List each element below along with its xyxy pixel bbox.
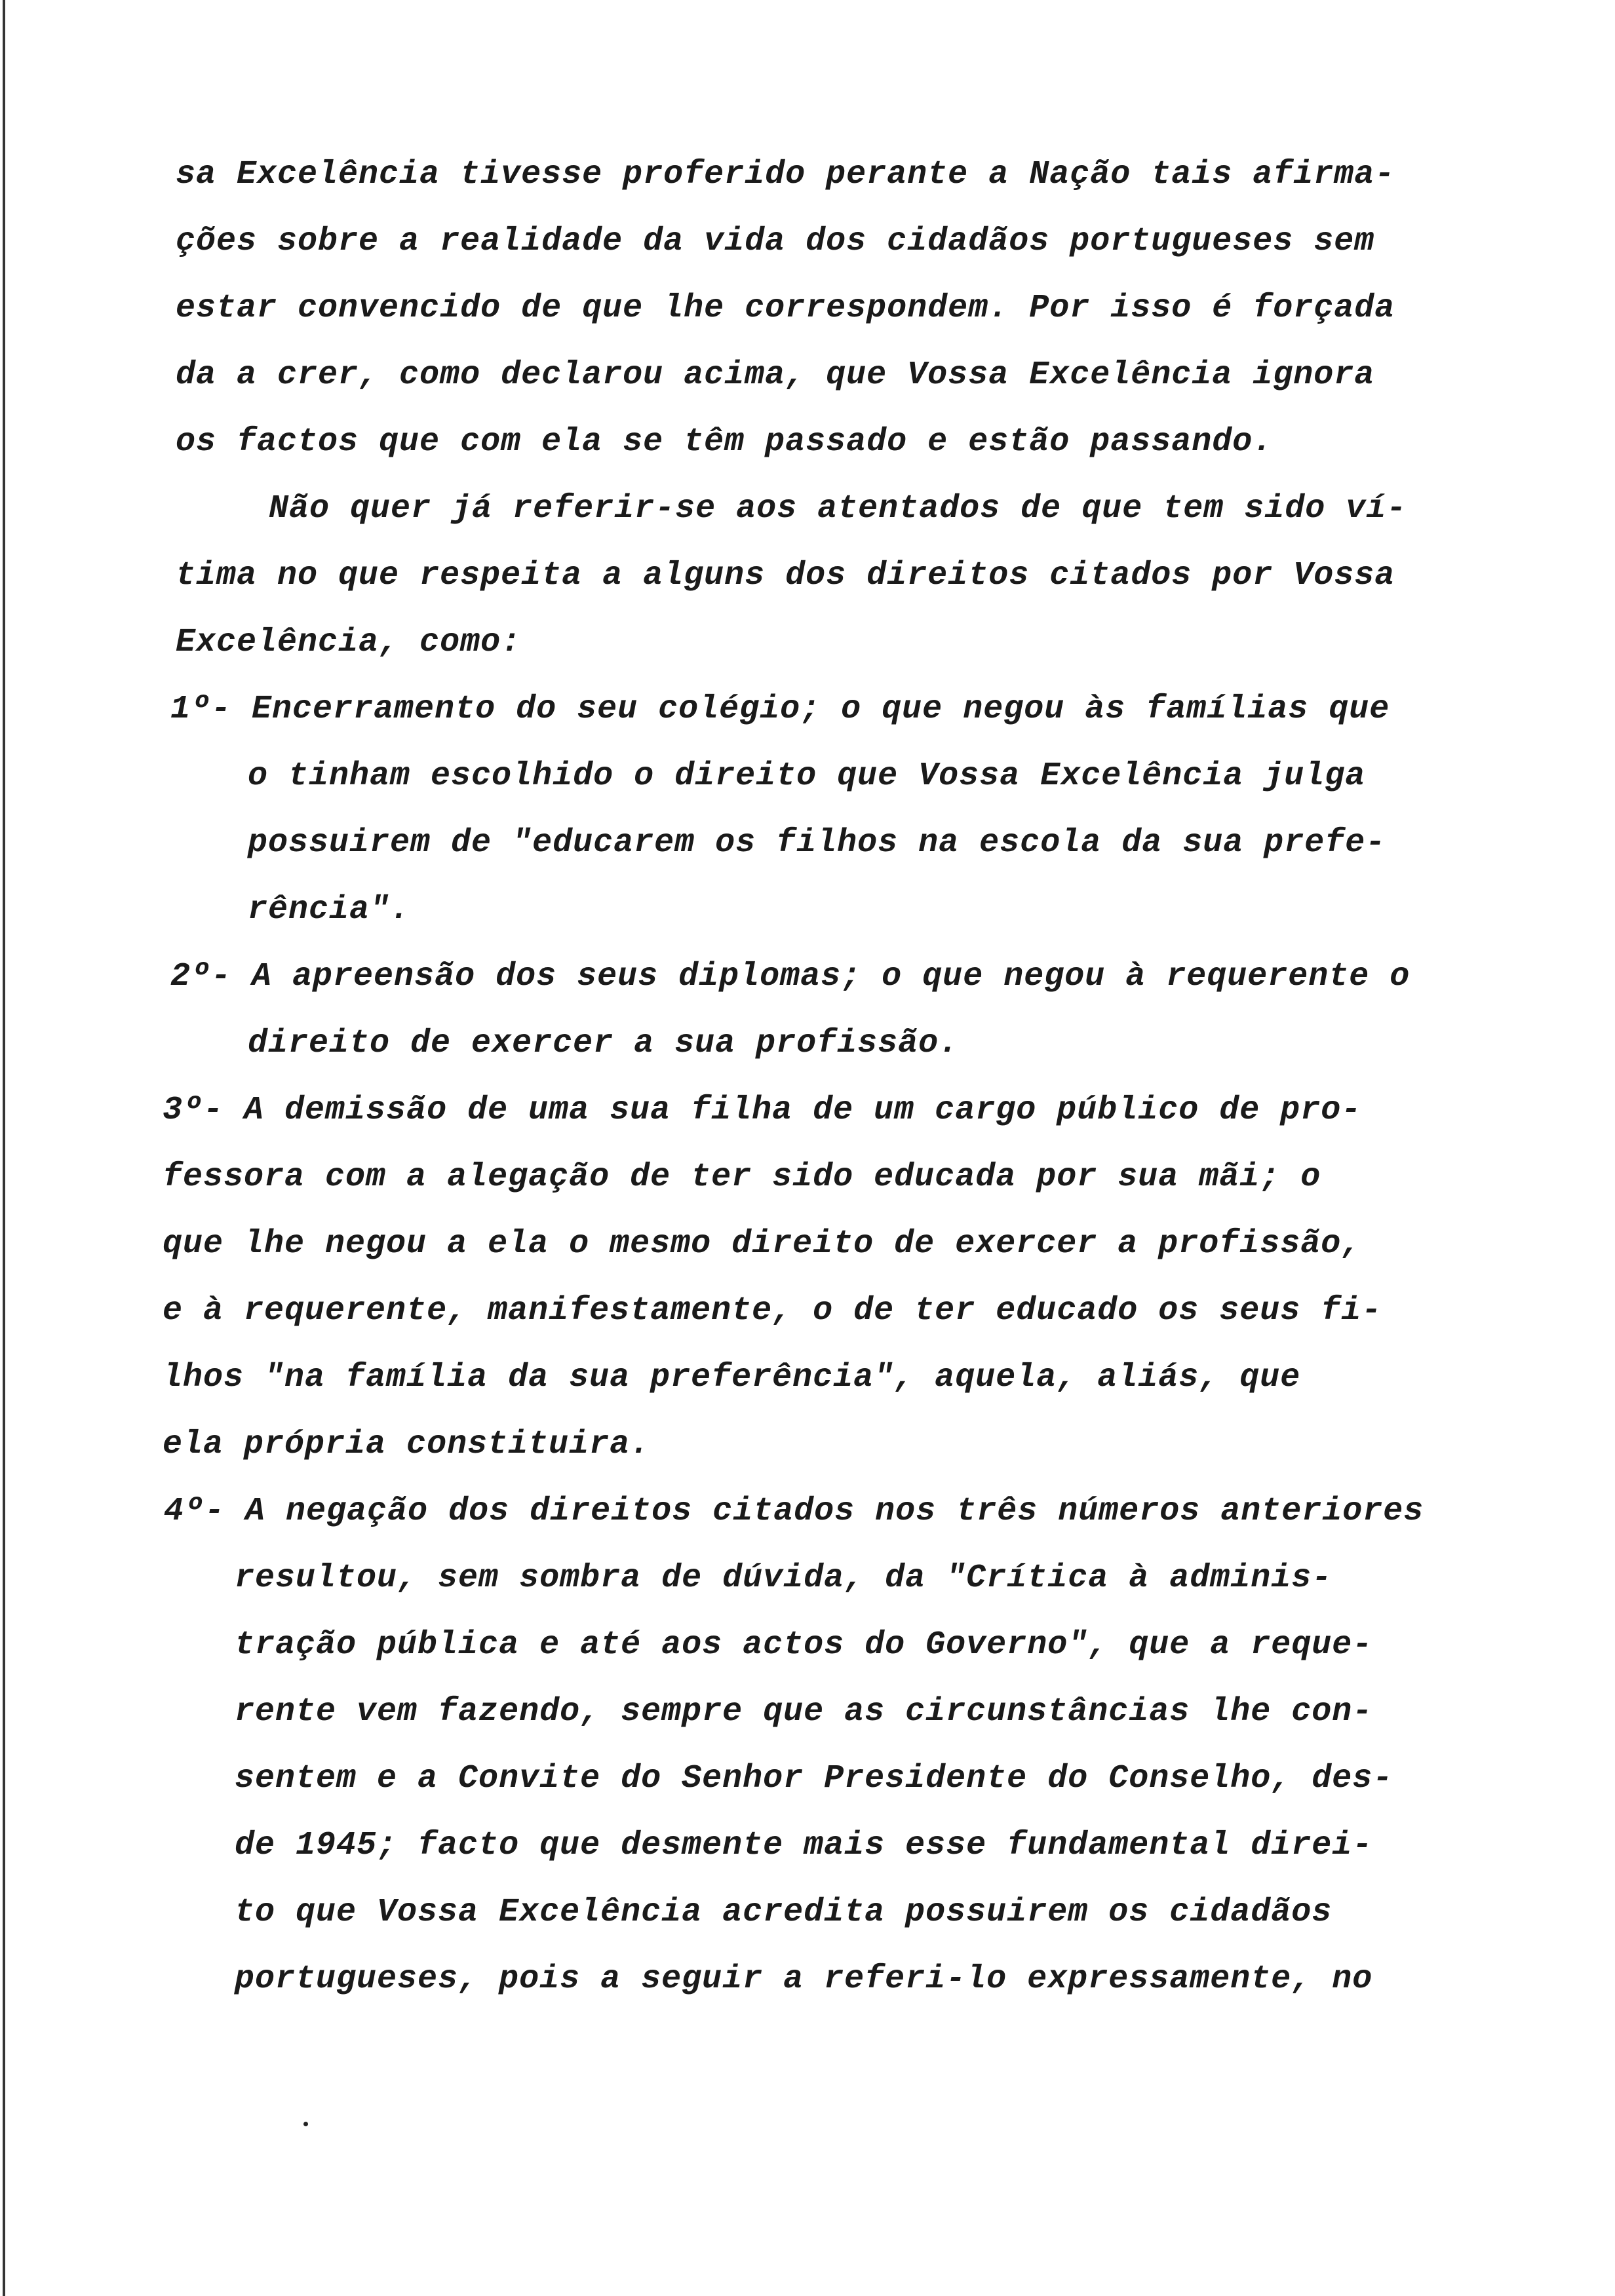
list-item-4-line: 4º- A negação dos direitos citados nos três números anteriores	[164, 1493, 1424, 1530]
list-item-3-line: ela própria constituira.	[163, 1426, 651, 1463]
text-line: estar convencido de que lhe correspondem. Por isso é forçada	[176, 290, 1395, 327]
list-item-4-line: rente vem fazendo, sempre que as circunstâncias lhe con-	[235, 1693, 1373, 1731]
list-item-3-line: e à requerente, manifestamente, o de ter educado os seus fi-	[163, 1292, 1382, 1330]
list-item-1-line: rência".	[248, 891, 411, 928]
text-line: tima no que respeita a alguns dos direitos citados por Vossa	[176, 557, 1395, 594]
text-line: da a crer, como declarou acima, que Vossa Excelência ignora	[176, 356, 1375, 394]
list-item-1-line: 1º- Encerramento do seu colégio; o que negou às famílias que	[170, 691, 1390, 728]
list-item-4-line: to que Vossa Excelência acredita possuirem os cidadãos	[235, 1894, 1333, 1931]
scan-left-edge	[3, 0, 5, 2296]
list-item-2-line: direito de exercer a sua profissão.	[248, 1025, 960, 1062]
list-item-3-line: fessora com a alegação de ter sido educada por sua mãi; o	[163, 1158, 1321, 1196]
list-item-4-line: de 1945; facto que desmente mais esse fundamental direi-	[235, 1827, 1373, 1864]
text-line: Excelência, como:	[176, 624, 522, 661]
list-item-2-line: 2º- A apreensão dos seus diplomas; o que negou à requerente o	[170, 958, 1411, 995]
text-line: sa Excelência tivesse proferido perante a Nação tais afirma-	[176, 156, 1395, 193]
list-item-1-line: possuirem de "educarem os filhos na escola da sua prefe-	[248, 824, 1386, 862]
list-item-1-line: o tinham escolhido o direito que Vossa Excelência julga	[248, 757, 1366, 795]
text-line: Não quer já referir-se aos atentados de que tem sido ví-	[269, 490, 1407, 527]
list-item-3-line: que lhe negou a ela o mesmo direito de exercer a profissão,	[163, 1225, 1362, 1263]
list-item-3-line: lhos "na família da sua preferência", aquela, aliás, que	[163, 1359, 1301, 1396]
list-item-4-line: portugueses, pois a seguir a referi-lo expressamente, no	[235, 1961, 1373, 1998]
list-item-4-line: sentem e a Convite do Senhor Presidente do Conselho, des-	[235, 1760, 1393, 1797]
text-line: ções sobre a realidade da vida dos cidadãos portugueses sem	[176, 223, 1375, 260]
list-item-4-line: tração pública e até aos actos do Governo", que a reque-	[235, 1626, 1373, 1664]
list-item-4-line: resultou, sem sombra de dúvida, da "Crítica à adminis-	[235, 1559, 1333, 1597]
scan-speck	[303, 2122, 308, 2126]
list-item-3-line: 3º- A demissão de uma sua filha de um cargo público de pro-	[163, 1092, 1362, 1129]
text-line: os factos que com ela se têm passado e estão passando.	[176, 423, 1274, 461]
